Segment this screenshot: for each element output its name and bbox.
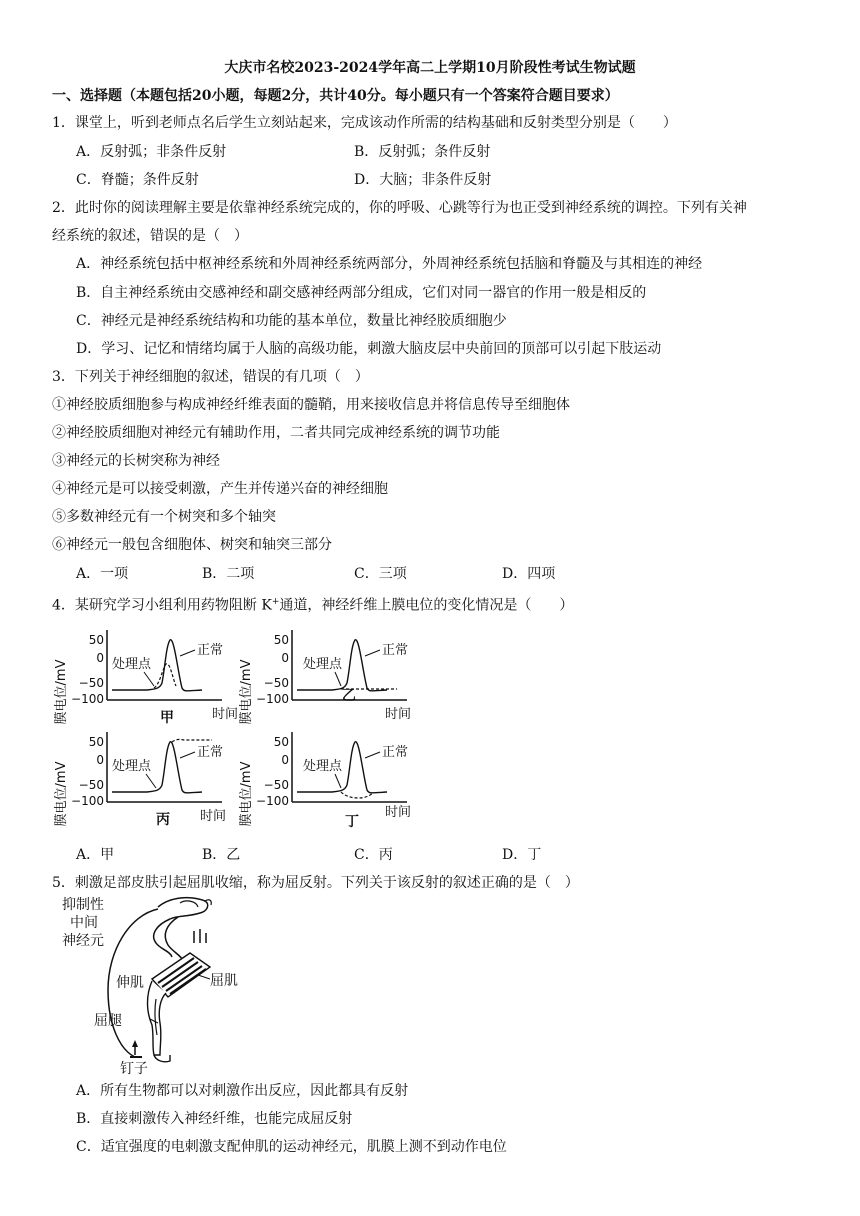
q3-option-b: B．二项 [202, 566, 255, 582]
question-4-stem [52, 592, 573, 616]
graph-bing-ylabel: 膜电位/mV [54, 761, 69, 827]
graph-jia-ytick-m100: −100 [71, 692, 104, 706]
q5-option-a: A．所有生物都可以对刺激作出反应，因此都具有反射 [76, 1083, 409, 1099]
graph-bing-treated-curve [172, 739, 212, 742]
graph-ding-treated-curve [341, 792, 373, 798]
graph-yi-point-leader [335, 672, 341, 686]
q1-option-c: C．脊髓；条件反射 [76, 172, 199, 188]
graph-jia-ylabel: 膜电位/mV [54, 659, 69, 725]
graph-bing-ytick-0: 0 [96, 753, 104, 767]
nail-arrow-icon [132, 1040, 138, 1047]
graph-yi-ylabel: 膜电位/mV [239, 659, 254, 725]
graph-ding-normal-leader [365, 752, 380, 758]
graph-bing-label: 丙 [156, 812, 170, 828]
q4-option-b: B．乙 [202, 847, 241, 863]
graph-ding-point-tag: 处理点 [303, 759, 343, 774]
graph-jia [52, 628, 242, 728]
question-2-stem-line2: 经系统的叙述，错误的是（ ） [52, 228, 248, 244]
graph-bing-point-leader [146, 774, 156, 788]
label-flexor: 屈肌 [210, 973, 238, 989]
q5-option-c: C．适宜强度的电刺激支配伸肌的运动神经元，肌膜上测不到动作电位 [76, 1139, 507, 1155]
section-heading: 一、选择题（本题包括20小题，每题2分，共计40分。每小题只有一个答案符合题目要求） [52, 88, 619, 104]
graph-bing-point-tag: 处理点 [112, 759, 152, 774]
question-2-stem-line1: 2．此时你的阅读理解主要是依靠神经系统完成的，你的呼吸、心跳等行为也正受到神经系统的调控。下列有关神 [52, 200, 747, 216]
graph-yi-xlabel: 时间 [385, 707, 412, 722]
q1-option-b: B．反射弧；条件反射 [354, 144, 491, 160]
graph-yi-normal-leader [365, 650, 380, 656]
flexor-leader [198, 975, 210, 979]
graph-ding-ylabel: 膜电位/mV [239, 761, 254, 827]
graph-yi-normal-tag: 正常 [382, 643, 409, 658]
q3-item-6: ⑥神经元一般包含细胞体、树突和轴突三部分 [52, 537, 332, 553]
spinal-cord-inner [180, 901, 198, 907]
graph-yi-ytick-m100: −100 [256, 692, 289, 706]
spinal-cord-shape [158, 898, 208, 919]
graph-yi-ytick-50: 50 [273, 633, 289, 647]
q2-option-c: C．神经元是神经系统结构和功能的基本单位，数量比神经胶质细胞少 [76, 313, 507, 329]
question-1-stem: 1．课堂上，听到老师点名后学生立刻站起来，完成该动作所需的结构基础和反射类型分别是（ ） [52, 115, 677, 131]
label-nail: 钉子 [120, 1061, 148, 1077]
graph-yi-label: 乙 [342, 688, 356, 704]
graph-bing-ytick-50: 50 [88, 735, 104, 749]
q1-option-d: D．大脑；非条件反射 [354, 172, 492, 188]
graph-ding-xlabel: 时间 [385, 805, 412, 820]
graph-ding-ytick-0: 0 [281, 753, 289, 767]
graph-yi-ytick-m50: −50 [263, 676, 289, 690]
exam-title: 大庆市名校2023-2024学年高二上学期10月阶段性考试生物试题 [224, 60, 636, 76]
graph-ding-ytick-m50: −50 [263, 778, 289, 792]
q2-option-d: D．学习、记忆和情绪均属于人脑的高级功能，刺激大脑皮层中央前回的顶部可以引起下肢运动 [76, 341, 662, 357]
graph-bing-ytick-m50: −50 [78, 778, 104, 792]
q3-item-2: ②神经胶质细胞对神经元有辅助作用，二者共同完成神经系统的调节功能 [52, 425, 500, 441]
q3-option-d: D．四项 [502, 566, 556, 582]
graph-ding-ytick-50: 50 [273, 735, 289, 749]
label-bend-leg: 屈腿 [94, 1013, 122, 1029]
shank-outline [148, 981, 167, 1055]
question-5-stem: 5．刺激足部皮肤引起屈肌收缩，称为屈反射。下列关于该反射的叙述正确的是（ ） [52, 875, 579, 891]
foot-outline [154, 1055, 170, 1062]
graph-jia-normal-tag: 正常 [197, 643, 224, 658]
q1-option-a: A．反射弧；非条件反射 [76, 144, 227, 160]
label-inhibitory-1: 抑制性 [62, 897, 104, 913]
q4-option-d: D．丁 [502, 847, 542, 863]
graph-ding-point-leader [335, 774, 341, 788]
graph-ding-normal-tag: 正常 [382, 745, 409, 760]
q2-option-a: A．神经系统包括中枢神经系统和外周神经系统两部分，外周神经系统包括脑和脊髓及与其相连的神经 [76, 256, 703, 272]
q4-stem-sup: + [271, 597, 280, 607]
q3-option-c: C．三项 [354, 566, 407, 582]
q5-option-b: B．直接刺激传入神经纤维，也能完成屈反射 [76, 1111, 353, 1127]
graph-yi-ytick-0: 0 [281, 651, 289, 665]
label-extensor: 伸肌 [116, 975, 144, 991]
question-3-stem: 3．下列关于神经细胞的叙述，错误的有几项（ ） [52, 369, 369, 385]
graph-jia-xlabel: 时间 [212, 707, 239, 722]
graph-yi [237, 628, 427, 728]
graph-ding [237, 730, 427, 830]
graph-jia-point-tag: 处理点 [112, 657, 152, 672]
graph-ding-ytick-m100: −100 [256, 794, 289, 808]
label-inhibitory-2: 中间 [70, 915, 98, 931]
q4-stem-post: 通道，神经纤维上膜电位的变化情况是（ ） [279, 597, 574, 614]
graph-bing-xlabel: 时间 [200, 809, 227, 824]
q4-option-a: A．甲 [76, 847, 115, 863]
q4-stem-pre: 4．某研究学习小组利用药物阻断 K [52, 597, 272, 614]
graph-yi-point-tag: 处理点 [303, 657, 343, 672]
graph-jia-label: 甲 [160, 710, 174, 726]
q3-item-3: ③神经元的长树突称为神经 [52, 453, 220, 469]
graph-jia-point-leader [144, 672, 154, 686]
flexor-reflex-figure [60, 895, 250, 1080]
graph-jia-normal-leader [180, 650, 195, 656]
graph-bing-normal-leader [180, 752, 195, 758]
label-inhibitory-3: 神经元 [62, 933, 104, 949]
graph-ding-label: 丁 [345, 814, 359, 830]
graph-bing-normal-tag: 正常 [197, 745, 224, 760]
graph-jia-ytick-0: 0 [96, 651, 104, 665]
graph-bing [52, 730, 242, 830]
q3-item-5: ⑤多数神经元有一个树突和多个轴突 [52, 509, 276, 525]
q4-option-c: C．丙 [354, 847, 393, 863]
q2-option-b: B．自主神经系统由交感神经和副交感神经两部分组成，它们对同一器官的作用一般是相反的 [76, 285, 647, 301]
q3-option-a: A．一项 [76, 566, 129, 582]
q3-item-1: ①神经胶质细胞参与构成神经纤维表面的髓鞘，用来接收信息并将信息传导至细胞体 [52, 397, 570, 413]
graph-jia-ytick-m50: −50 [78, 676, 104, 690]
graph-jia-ytick-50: 50 [88, 633, 104, 647]
q3-item-4: ④神经元是可以接受刺激，产生并传递兴奋的神经细胞 [52, 481, 388, 497]
graph-bing-ytick-m100: −100 [71, 794, 104, 808]
